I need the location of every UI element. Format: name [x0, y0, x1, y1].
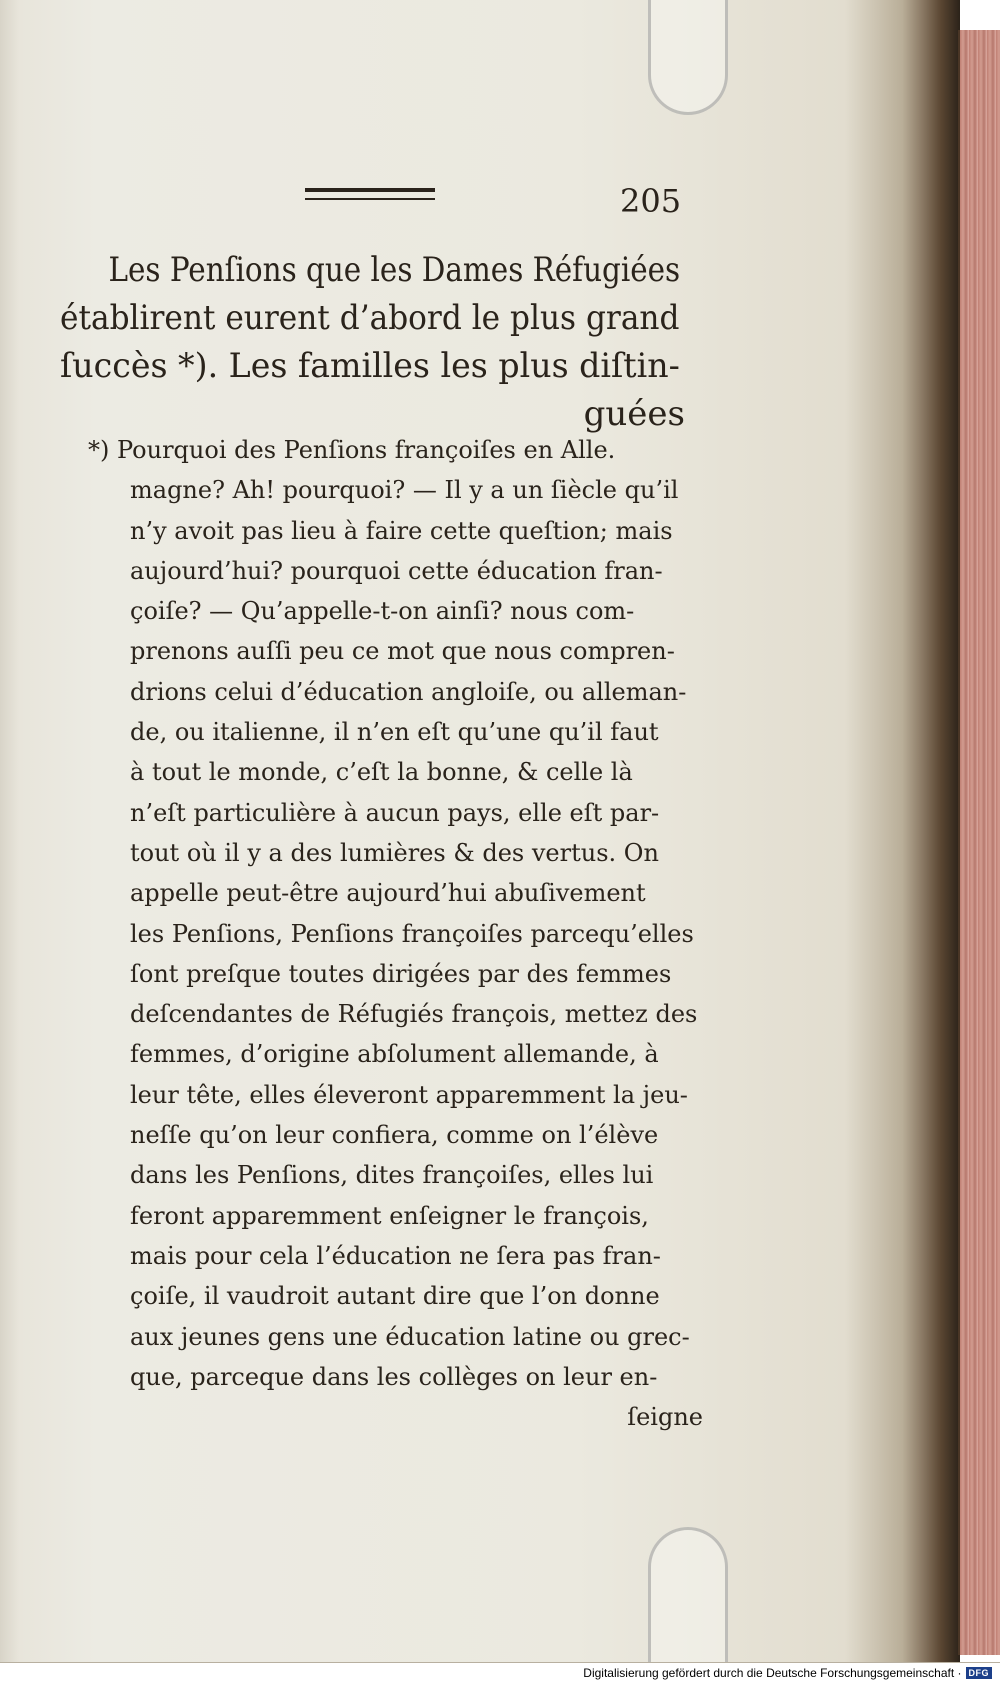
page-clip-top	[648, 0, 728, 115]
credit-text: Digitalisierung gefördert durch die Deutsche Forschungsgemeinschaft ·	[583, 1666, 962, 1680]
footnote-line: ſont preſque toutes dirigées par des femmes	[130, 959, 672, 988]
catchword: guées	[583, 394, 685, 434]
header-ornament-rule	[305, 188, 435, 200]
footnote	[88, 430, 703, 1437]
main-paragraph	[60, 246, 685, 438]
footnote-line: magne? Ah! pourquoi? — Il y a un ſiècle qu’il	[130, 476, 679, 505]
footnote-line	[88, 1397, 703, 1437]
page-clip-bottom	[648, 1527, 728, 1672]
footnote-line: femmes, d’origine abſolument allemande, à	[130, 1040, 659, 1069]
footnote-line: dans les Penſions, dites françoiſes, elles lui	[130, 1161, 654, 1190]
footnote-line: que, parceque dans les collèges on leur en-	[130, 1362, 658, 1391]
page-number: 205	[620, 182, 682, 220]
main-text-line: Les Penſions que les Dames Réfugiées	[108, 250, 681, 290]
footnote-line: feront apparemment enſeigner le françois,	[130, 1201, 649, 1230]
footnote-line: de, ou italienne, il n’en eſt qu’une qu’il faut	[130, 718, 659, 747]
footnote-line: çoiſe, il vaudroit autant dire que l’on donne	[130, 1282, 660, 1311]
footnote-line: appelle peut-être aujourd’hui abuſivement	[130, 879, 646, 908]
footnote-line: prenons auſſi peu ce mot que nous compren-	[130, 637, 675, 666]
footnote-line: drions celui d’éducation angloiſe, ou alleman-	[130, 677, 687, 706]
footnote-line: n’eſt particulière à aucun pays, elle eſt par-	[130, 798, 660, 827]
footnote-line: les Penſions, Penſions françoiſes parcequ’elles	[130, 919, 694, 948]
footnote-line: neſſe qu’on leur confiera, comme on l’élève	[130, 1121, 659, 1150]
footnote-line: deſcendantes de Réfugiés françois, mettez des	[130, 1000, 698, 1029]
main-text-line: établirent eurent d’abord le plus grand	[60, 298, 680, 338]
footnote-line: tout où il y a des lumières & des vertus. On	[130, 838, 659, 867]
footnote-line: leur tête, elles éleveront apparemment la jeu-	[130, 1080, 688, 1109]
footnote-line: çoiſe? — Qu’appelle-t-on ainſi? nous com-	[130, 597, 635, 626]
footnote-line: à tout le monde, c’eſt la bonne, & celle là	[130, 758, 633, 787]
dfg-logo-icon: DFG	[966, 1667, 993, 1679]
footnote-line: aujourd’hui? pourquoi cette éducation fran-	[130, 556, 663, 585]
footnote-line: mais pour cela l’éducation ne ſera pas fran-	[130, 1241, 661, 1270]
book-fore-edge	[958, 30, 1000, 1655]
funding-credit	[583, 1666, 992, 1680]
main-text-line: ſuccès *). Les familles les plus diſtin-	[60, 346, 680, 386]
footnote-line: n’y avoit pas lieu à faire cette queſtion; mais	[130, 516, 673, 545]
footnote-line: aux jeunes gens une éducation latine ou grec-	[130, 1322, 690, 1351]
footnote-line: *) Pourquoi des Penſions françoiſes en Alle.	[88, 436, 616, 464]
catchword: ſeigne	[627, 1403, 703, 1432]
